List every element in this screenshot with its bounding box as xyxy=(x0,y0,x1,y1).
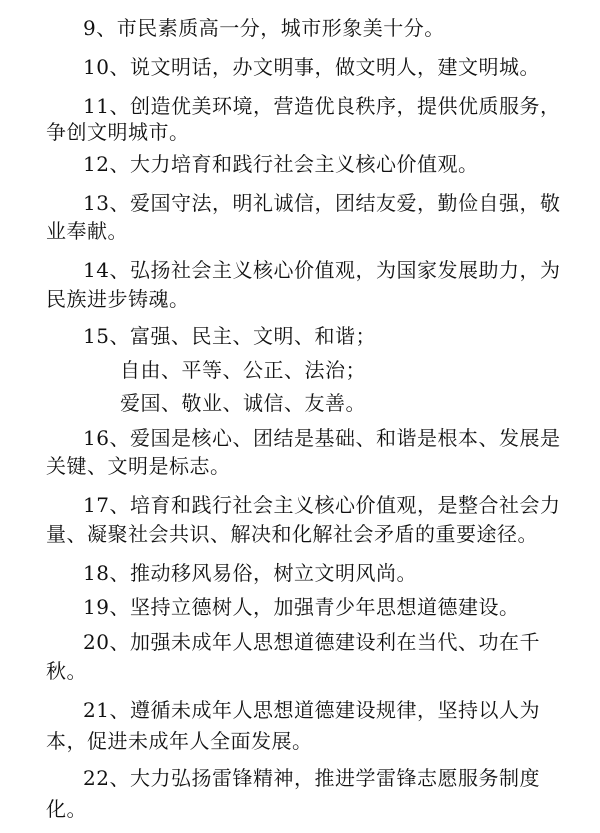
item-18-line-1: 18、推动移风易俗，树立文明风尚。 xyxy=(83,561,417,585)
item-21-line-1: 21、遵循未成年人思想道德建设规律，坚持以人为 xyxy=(83,698,540,722)
item-16-line-2: 关键、文明是标志。 xyxy=(46,454,231,478)
item-11-line-2: 争创文明城市。 xyxy=(46,120,190,144)
item-22-line-2: 化。 xyxy=(46,797,87,821)
item-9-line-1: 9、市民素质高一分，城市形象美十分。 xyxy=(83,16,445,40)
item-14-line-2: 民族进步铸魂。 xyxy=(46,287,190,311)
item-16-line-1: 16、爱国是核心、团结是基础、和谐是根本、发展是 xyxy=(83,426,561,450)
item-17-line-1: 17、培育和践行社会主义核心价值观，是整合社会力 xyxy=(83,493,561,517)
item-10-line-1: 10、说文明话，办文明事，做文明人，建文明城。 xyxy=(83,55,540,79)
item-11-line-1: 11、创造优美环境，营造优良秩序，提供优质服务， xyxy=(83,94,561,118)
item-15-line-1: 15、富强、民主、文明、和谐； xyxy=(83,324,376,348)
item-19-line-1: 19、坚持立德树人，加强青少年思想道德建设。 xyxy=(83,595,520,619)
item-15-line-3: 爱国、敬业、诚信、友善。 xyxy=(120,391,366,415)
item-21-line-2: 本，促进未成年人全面发展。 xyxy=(46,729,313,753)
item-12-line-1: 12、大力培育和践行社会主义核心价值观。 xyxy=(83,152,479,176)
item-13-line-2: 业奉献。 xyxy=(46,219,128,243)
item-15-line-2: 自由、平等、公正、法治； xyxy=(120,358,366,382)
item-20-line-2: 秋。 xyxy=(46,659,87,683)
item-22-line-1: 22、大力弘扬雷锋精神，推进学雷锋志愿服务制度 xyxy=(83,766,540,790)
item-14-line-1: 14、弘扬社会主义核心价值观，为国家发展助力，为 xyxy=(83,258,561,282)
item-20-line-1: 20、加强未成年人思想道德建设利在当代、功在千 xyxy=(83,630,540,654)
item-13-line-1: 13、爱国守法，明礼诚信，团结友爱，勤俭自强，敬 xyxy=(83,191,561,215)
item-17-line-2: 量、凝聚社会共识、解决和化解社会矛盾的重要途径。 xyxy=(46,522,538,546)
